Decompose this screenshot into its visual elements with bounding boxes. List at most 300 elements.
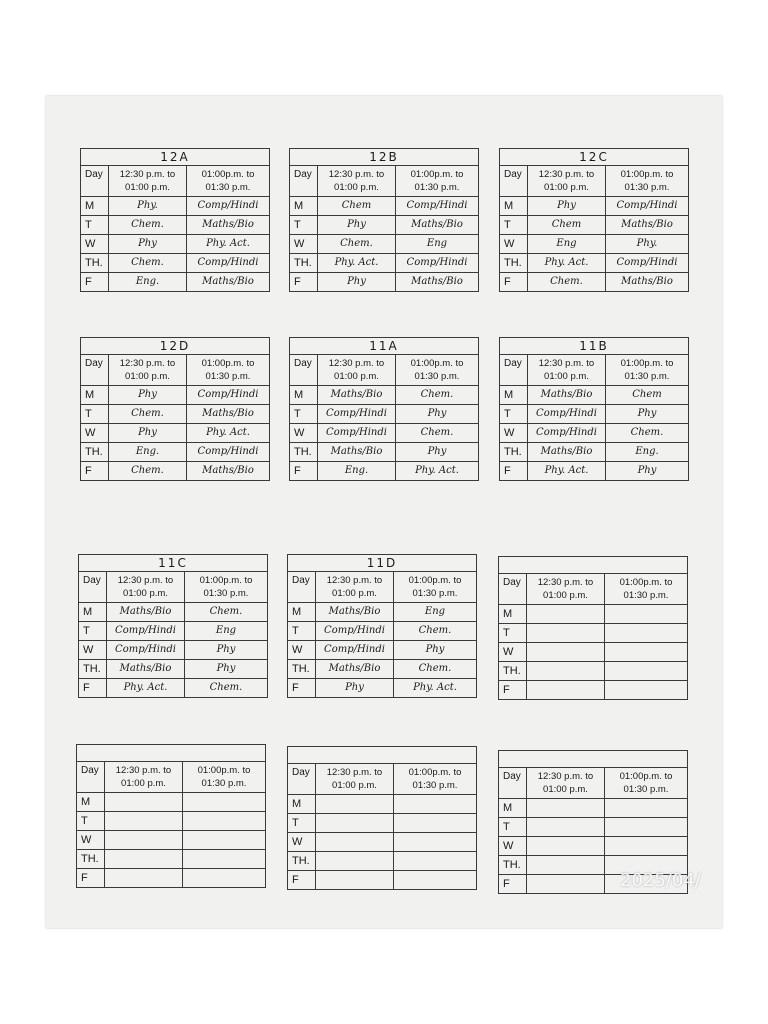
day-row [81, 424, 269, 443]
slot2-header-line2: 01:30 p.m. [412, 780, 458, 791]
day-row [81, 216, 269, 235]
day-label: M [288, 795, 316, 813]
slot2-header-line2: 01:30 p.m. [414, 182, 460, 193]
slot1-header [528, 355, 606, 385]
slot1-subject [527, 818, 605, 836]
slot1-subject: Chem. [109, 462, 187, 480]
day-label: TH. [499, 662, 527, 680]
timetable-11b [499, 337, 689, 481]
day-label: F [77, 869, 105, 887]
slot2-subject: Maths/Bio [411, 219, 463, 230]
slot1-header-line1: 12:30 p.m. to [117, 575, 174, 586]
day-label: M [288, 603, 316, 621]
class-title: 12D [81, 338, 269, 355]
slot1-subject: Eng. [318, 462, 396, 480]
slot2-subject: Phy [637, 408, 657, 419]
day-label: F [81, 462, 109, 480]
slot1-subject: Comp/Hindi [318, 424, 396, 442]
slot2-subject: Phy. Act. [415, 465, 459, 476]
slot2-subject [183, 869, 265, 887]
day-label: W [500, 424, 528, 442]
slot1-subject [105, 869, 183, 887]
day-row [288, 603, 476, 622]
slot2-subject: Comp/Hindi [197, 257, 259, 268]
slot2-subject: Chem. [420, 389, 454, 400]
slot1-header-line1: 12:30 p.m. to [538, 169, 595, 180]
slot1-subject [105, 812, 183, 830]
slot2-header-line1: 01:00p.m. to [410, 358, 464, 369]
slot2-header-line2: 01:30 p.m. [203, 588, 249, 599]
day-row [500, 197, 688, 216]
day-label: M [500, 197, 528, 215]
date-watermark: 2025/04/ [620, 870, 701, 891]
timetable-12d [80, 337, 270, 481]
slot2-subject: Phy [427, 446, 447, 457]
header-row [77, 762, 265, 793]
day-row [500, 235, 688, 254]
slot1-subject [527, 875, 605, 893]
day-label: T [288, 622, 316, 640]
day-label: T [79, 622, 107, 640]
class-title: 11C [79, 555, 267, 572]
slot2-header-line2: 01:30 p.m. [414, 371, 460, 382]
class-title [288, 747, 476, 764]
day-row [81, 386, 269, 405]
timetable-blank-10 [76, 744, 266, 888]
day-label: TH. [499, 856, 527, 874]
slot1-subject: Phy. Act. [528, 254, 606, 272]
slot2-subject: Chem. [209, 682, 243, 693]
slot2-header-line1: 01:00p.m. to [620, 358, 674, 369]
slot1-subject [527, 624, 605, 642]
day-row [79, 603, 267, 622]
class-title: 12B [290, 149, 478, 166]
slot2-subject: Maths/Bio [202, 465, 254, 476]
day-row [77, 850, 265, 869]
slot2-subject: Eng [426, 238, 448, 249]
slot2-header-line2: 01:30 p.m. [624, 182, 670, 193]
slot2-header-line1: 01:00p.m. to [620, 169, 674, 180]
day-row [288, 795, 476, 814]
slot2-subject: Eng [424, 606, 446, 617]
day-row [290, 462, 478, 480]
slot1-subject [527, 681, 605, 699]
slot1-header [316, 764, 394, 794]
slot1-subject [316, 871, 394, 889]
slot1-subject: Phy [109, 386, 187, 404]
slot1-header-line1: 12:30 p.m. to [538, 358, 595, 369]
slot2-subject: Maths/Bio [411, 276, 463, 287]
timetable-11d [287, 554, 477, 698]
day-label: W [290, 235, 318, 253]
header-row [79, 572, 267, 603]
day-row [499, 681, 687, 699]
class-title: 11A [290, 338, 478, 355]
slot2-subject: Phy [427, 408, 447, 419]
slot1-header-line1: 12:30 p.m. to [328, 169, 385, 180]
day-header: Day [288, 764, 316, 794]
slot1-header-line2: 01:00 p.m. [543, 784, 588, 795]
slot2-subject: Chem. [418, 625, 452, 636]
class-title: 11B [500, 338, 688, 355]
day-row [290, 235, 478, 254]
slot2-subject [394, 814, 476, 832]
slot2-subject: Phy. Act. [413, 682, 457, 693]
day-row [288, 814, 476, 833]
slot1-subject: Chem [318, 197, 396, 215]
slot1-subject: Chem. [109, 216, 187, 234]
slot1-header-line2: 01:00 p.m. [544, 182, 589, 193]
header-row [81, 355, 269, 386]
day-row [288, 660, 476, 679]
slot2-subject: Phy [637, 465, 657, 476]
slot1-subject: Comp/Hindi [316, 622, 394, 640]
timetable-11c [78, 554, 268, 698]
slot1-header-line2: 01:00 p.m. [544, 371, 589, 382]
slot2-header [394, 572, 476, 602]
day-header: Day [77, 762, 105, 792]
slot2-subject: Eng. [635, 446, 659, 457]
slot2-header-line1: 01:00p.m. to [408, 767, 462, 778]
day-label: T [500, 405, 528, 423]
slot2-header [605, 768, 687, 798]
slot1-header-line1: 12:30 p.m. to [328, 358, 385, 369]
day-header: Day [500, 355, 528, 385]
day-label: F [499, 875, 527, 893]
day-label: T [77, 812, 105, 830]
slot2-header-line2: 01:30 p.m. [624, 371, 670, 382]
slot1-header-line1: 12:30 p.m. to [537, 577, 594, 588]
day-row [290, 386, 478, 405]
slot1-subject: Comp/Hindi [107, 641, 185, 659]
header-row [288, 572, 476, 603]
slot2-header-line1: 01:00p.m. to [201, 169, 255, 180]
day-label: T [288, 814, 316, 832]
day-label: W [499, 643, 527, 661]
slot2-subject: Comp/Hindi [406, 257, 468, 268]
day-row [290, 254, 478, 273]
slot1-header-line2: 01:00 p.m. [334, 371, 379, 382]
day-row [500, 254, 688, 273]
slot1-subject [527, 837, 605, 855]
day-label: F [290, 462, 318, 480]
slot2-subject: Chem. [418, 663, 452, 674]
day-label: F [288, 871, 316, 889]
slot2-subject: Phy. [636, 238, 658, 249]
slot2-header-line1: 01:00p.m. to [619, 577, 673, 588]
slot1-subject [105, 793, 183, 811]
day-label: F [288, 679, 316, 697]
slot1-header [316, 572, 394, 602]
slot1-subject: Comp/Hindi [318, 405, 396, 423]
day-row [79, 622, 267, 641]
day-row [288, 833, 476, 852]
slot2-header [183, 762, 265, 792]
slot2-subject [605, 681, 687, 699]
timetable-12a [80, 148, 270, 292]
slot1-header-line1: 12:30 p.m. to [119, 169, 176, 180]
slot1-header [318, 166, 396, 196]
day-row [81, 273, 269, 291]
slot2-header-line1: 01:00p.m. to [410, 169, 464, 180]
slot2-subject: Eng [215, 625, 237, 636]
day-row [81, 254, 269, 273]
day-row [290, 197, 478, 216]
slot2-subject [605, 624, 687, 642]
day-row [500, 424, 688, 443]
slot1-subject: Chem. [109, 254, 187, 272]
slot1-subject [527, 605, 605, 623]
slot1-header [318, 355, 396, 385]
class-title: 11D [288, 555, 476, 572]
day-header: Day [79, 572, 107, 602]
day-row [77, 831, 265, 850]
slot1-subject: Maths/Bio [528, 443, 606, 461]
slot1-header-line2: 01:00 p.m. [334, 182, 379, 193]
slot1-header-line2: 01:00 p.m. [121, 778, 166, 789]
slot1-subject: Comp/Hindi [107, 622, 185, 640]
day-label: W [288, 641, 316, 659]
slot1-subject: Chem. [528, 273, 606, 291]
slot1-subject: Phy [109, 424, 187, 442]
slot2-subject: Phy [216, 644, 236, 655]
slot1-subject [527, 662, 605, 680]
day-header: Day [81, 355, 109, 385]
day-label: TH. [290, 443, 318, 461]
day-row [499, 662, 687, 681]
slot2-subject [605, 643, 687, 661]
day-label: W [290, 424, 318, 442]
slot2-subject: Chem [632, 389, 662, 400]
slot1-subject: Chem. [318, 235, 396, 253]
slot2-subject [605, 605, 687, 623]
day-label: T [81, 216, 109, 234]
slot1-subject: Maths/Bio [316, 660, 394, 678]
class-title [499, 557, 687, 574]
day-row [79, 660, 267, 679]
slot2-header [606, 355, 688, 385]
day-row [500, 273, 688, 291]
day-row [77, 812, 265, 831]
slot2-subject: Maths/Bio [621, 276, 673, 287]
day-label: T [290, 405, 318, 423]
class-title [499, 751, 687, 768]
header-row [499, 574, 687, 605]
slot1-header-line2: 01:00 p.m. [332, 588, 377, 599]
day-row [290, 216, 478, 235]
slot2-subject [183, 850, 265, 868]
slot2-subject [394, 852, 476, 870]
slot1-header [109, 355, 187, 385]
slot2-subject: Phy [216, 663, 236, 674]
slot2-subject [183, 831, 265, 849]
day-header: Day [290, 166, 318, 196]
day-row [288, 641, 476, 660]
class-title: 12A [81, 149, 269, 166]
day-row [500, 216, 688, 235]
slot1-subject: Eng. [109, 443, 187, 461]
slot2-subject [605, 799, 687, 817]
day-label: T [500, 216, 528, 234]
slot1-subject: Maths/Bio [528, 386, 606, 404]
day-label: W [77, 831, 105, 849]
day-label: M [499, 605, 527, 623]
day-label: TH. [288, 660, 316, 678]
slot1-subject: Phy [528, 197, 606, 215]
day-row [81, 462, 269, 480]
slot1-header [528, 166, 606, 196]
day-row [499, 624, 687, 643]
day-row [500, 405, 688, 424]
day-row [288, 871, 476, 889]
slot2-subject [605, 837, 687, 855]
day-label: M [290, 197, 318, 215]
day-label: TH. [79, 660, 107, 678]
slot2-subject: Phy. Act. [206, 427, 250, 438]
slot1-header-line1: 12:30 p.m. to [115, 765, 172, 776]
slot2-subject: Comp/Hindi [197, 200, 259, 211]
slot1-subject: Maths/Bio [318, 386, 396, 404]
slot2-subject: Phy [425, 644, 445, 655]
day-label: T [499, 624, 527, 642]
header-row [290, 355, 478, 386]
slot1-subject: Phy. [109, 197, 187, 215]
day-header: Day [499, 574, 527, 604]
slot2-subject: Maths/Bio [202, 408, 254, 419]
day-label: TH. [81, 254, 109, 272]
day-row [290, 424, 478, 443]
slot2-header [396, 355, 478, 385]
slot2-subject: Comp/Hindi [197, 446, 259, 457]
day-row [288, 852, 476, 871]
slot1-header-line2: 01:00 p.m. [125, 371, 170, 382]
day-row [81, 197, 269, 216]
slot1-header-line1: 12:30 p.m. to [326, 767, 383, 778]
day-label: W [81, 424, 109, 442]
slot1-header [109, 166, 187, 196]
day-row [290, 405, 478, 424]
day-row [79, 641, 267, 660]
day-row [290, 443, 478, 462]
slot2-header-line1: 01:00p.m. to [201, 358, 255, 369]
slot2-subject [394, 871, 476, 889]
slot2-header-line2: 01:30 p.m. [205, 371, 251, 382]
day-label: F [499, 681, 527, 699]
slot2-subject: Comp/Hindi [406, 200, 468, 211]
slot2-header-line1: 01:00p.m. to [408, 575, 462, 586]
day-label: W [288, 833, 316, 851]
slot1-subject [316, 833, 394, 851]
day-label: M [499, 799, 527, 817]
day-label: F [500, 462, 528, 480]
slot1-header-line2: 01:00 p.m. [332, 780, 377, 791]
slot1-subject: Comp/Hindi [316, 641, 394, 659]
slot2-header-line1: 01:00p.m. to [199, 575, 253, 586]
day-label: TH. [290, 254, 318, 272]
timetable-12b [289, 148, 479, 292]
day-label: W [499, 837, 527, 855]
day-label: W [81, 235, 109, 253]
slot1-subject: Phy. Act. [107, 679, 185, 697]
slot1-subject: Eng. [109, 273, 187, 291]
day-row [500, 462, 688, 480]
slot2-subject [394, 795, 476, 813]
slot1-header-line2: 01:00 p.m. [125, 182, 170, 193]
slot2-header-line2: 01:30 p.m. [623, 784, 669, 795]
day-header: Day [81, 166, 109, 196]
timetable-blank-9 [498, 556, 688, 700]
slot2-subject [183, 793, 265, 811]
slot1-subject [527, 643, 605, 661]
slot2-header-line1: 01:00p.m. to [197, 765, 251, 776]
day-header: Day [499, 768, 527, 798]
slot1-subject: Comp/Hindi [528, 424, 606, 442]
slot2-subject: Maths/Bio [202, 276, 254, 287]
slot1-subject: Phy [109, 235, 187, 253]
slot1-subject [105, 850, 183, 868]
slot2-subject: Comp/Hindi [197, 389, 259, 400]
day-label: M [500, 386, 528, 404]
day-row [499, 605, 687, 624]
slot2-header [605, 574, 687, 604]
day-label: F [81, 273, 109, 291]
day-label: F [500, 273, 528, 291]
day-header: Day [290, 355, 318, 385]
slot1-header-line2: 01:00 p.m. [123, 588, 168, 599]
day-label: T [81, 405, 109, 423]
day-label: W [500, 235, 528, 253]
day-row [290, 273, 478, 291]
header-row [290, 166, 478, 197]
header-row [81, 166, 269, 197]
slot1-header [527, 574, 605, 604]
timetable-blank-11 [287, 746, 477, 890]
slot1-subject [527, 799, 605, 817]
header-row [288, 764, 476, 795]
slot1-header [527, 768, 605, 798]
day-label: M [77, 793, 105, 811]
slot2-subject: Phy. Act. [206, 238, 250, 249]
slot1-header [107, 572, 185, 602]
slot2-header-line2: 01:30 p.m. [623, 590, 669, 601]
slot2-header [606, 166, 688, 196]
slot1-subject [527, 856, 605, 874]
day-row [81, 235, 269, 254]
slot2-subject [605, 662, 687, 680]
day-label: T [290, 216, 318, 234]
day-row [500, 443, 688, 462]
slot2-header [394, 764, 476, 794]
day-label: TH. [77, 850, 105, 868]
day-header: Day [500, 166, 528, 196]
timetable-11a [289, 337, 479, 481]
day-header: Day [288, 572, 316, 602]
slot2-subject: Comp/Hindi [616, 200, 678, 211]
slot1-header-line2: 01:00 p.m. [543, 590, 588, 601]
slot1-subject [316, 814, 394, 832]
slot1-subject: Maths/Bio [318, 443, 396, 461]
day-label: M [81, 197, 109, 215]
header-row [499, 768, 687, 799]
slot1-subject: Phy. Act. [528, 462, 606, 480]
day-row [500, 386, 688, 405]
class-title [77, 745, 265, 762]
day-row [499, 837, 687, 856]
day-row [499, 818, 687, 837]
slot2-header [396, 166, 478, 196]
slot1-subject: Chem [528, 216, 606, 234]
slot1-subject: Eng [528, 235, 606, 253]
